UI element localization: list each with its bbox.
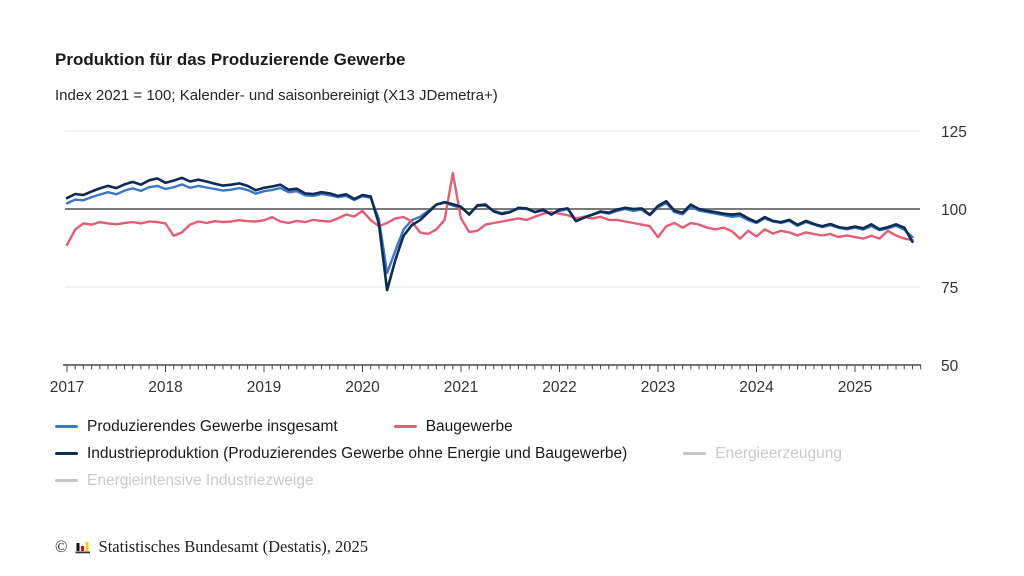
legend-item-produzierendes-gewerbe[interactable] bbox=[55, 418, 338, 436]
legend-row-3 bbox=[55, 467, 985, 494]
legend-swatch-pink bbox=[394, 425, 417, 428]
svg-text:100: 100 bbox=[941, 202, 967, 219]
svg-text:2018: 2018 bbox=[148, 379, 183, 396]
legend-row-2 bbox=[55, 440, 985, 467]
legend-label-produzierendes-gewerbe: Produzierendes Gewerbe insgesamt bbox=[87, 417, 338, 435]
legend-item-industrieproduktion[interactable] bbox=[55, 445, 627, 463]
svg-text:50: 50 bbox=[941, 358, 959, 375]
svg-text:2024: 2024 bbox=[739, 379, 774, 396]
svg-text:2022: 2022 bbox=[542, 379, 577, 396]
legend-swatch-navy bbox=[55, 452, 78, 455]
footer-source bbox=[55, 537, 368, 557]
legend-item-energieerzeugung[interactable] bbox=[683, 445, 842, 463]
svg-text:2019: 2019 bbox=[246, 379, 282, 396]
svg-text:2025: 2025 bbox=[837, 379, 873, 396]
legend-row-1 bbox=[55, 413, 985, 440]
legend-swatch-gray-1 bbox=[683, 452, 706, 455]
destatis-logo-icon bbox=[74, 539, 93, 555]
copyright-symbol: © bbox=[55, 537, 68, 556]
chart-legend bbox=[55, 413, 985, 494]
chart-subtitle: Index 2021 = 100; Kalender- und saisonbereinigt (X13 JDemetra+) bbox=[55, 87, 498, 104]
legend-label-baugewerbe: Baugewerbe bbox=[425, 417, 513, 435]
source-text: Statistisches Bundesamt (Destatis), 2025 bbox=[98, 537, 369, 556]
legend-item-baugewerbe[interactable] bbox=[394, 418, 513, 436]
page-title: Produktion für das Produzierende Gewerbe bbox=[55, 50, 406, 69]
legend-swatch-blue bbox=[55, 425, 78, 428]
legend-label-industrieproduktion: Industrieproduktion (Produzierendes Gewerbe ohne Energie und Baugewerbe) bbox=[87, 444, 628, 462]
svg-text:125: 125 bbox=[941, 124, 967, 141]
svg-text:2023: 2023 bbox=[640, 379, 676, 396]
legend-label-energieerzeugung: Energieerzeugung bbox=[715, 444, 842, 462]
svg-text:2021: 2021 bbox=[443, 379, 479, 396]
svg-text:75: 75 bbox=[941, 280, 959, 297]
legend-label-energieintensive: Energieintensive Industriezweige bbox=[87, 471, 314, 489]
svg-text:2020: 2020 bbox=[345, 379, 380, 396]
legend-item-energieintensive[interactable] bbox=[55, 472, 314, 490]
svg-text:2017: 2017 bbox=[49, 379, 85, 396]
legend-swatch-gray-2 bbox=[55, 479, 78, 482]
